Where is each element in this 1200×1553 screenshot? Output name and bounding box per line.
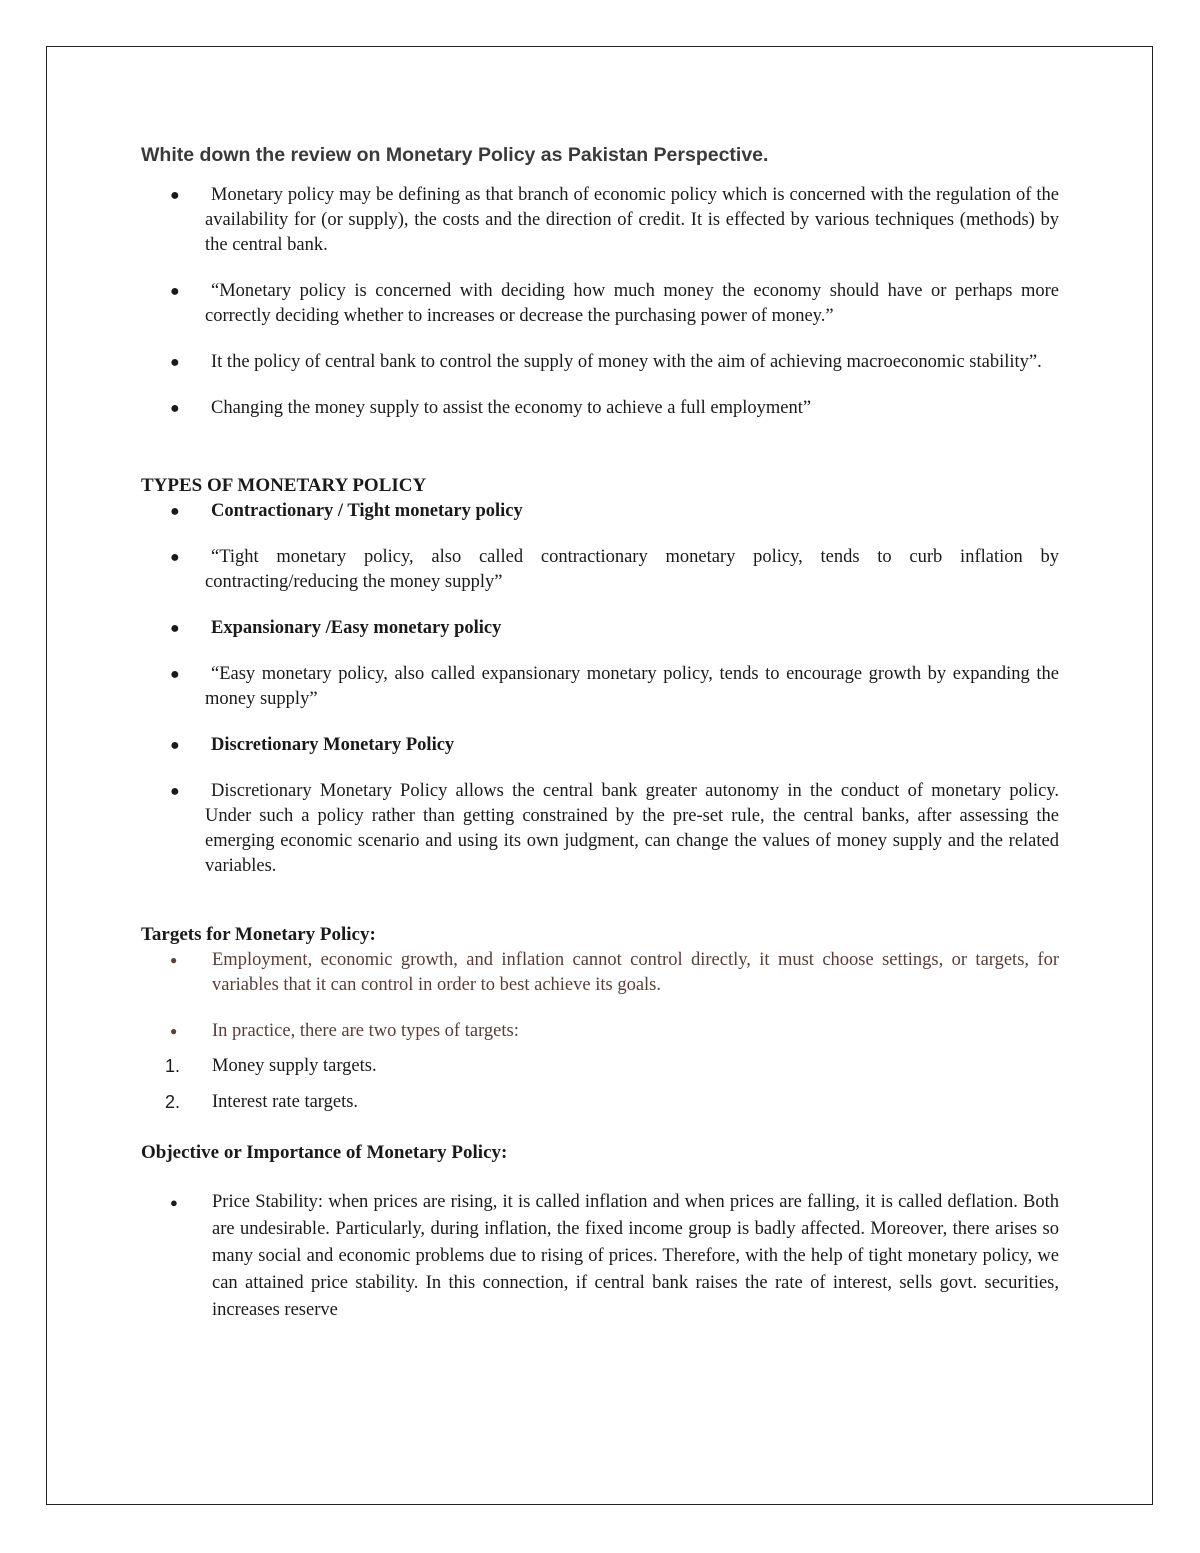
targets-numbered-list bbox=[141, 1054, 1059, 1115]
list-item: 1. Money supply targets. bbox=[165, 1056, 377, 1076]
objectives-title: Objective or Importance of Monetary Policy: bbox=[141, 1142, 508, 1163]
definitions-list bbox=[141, 183, 1059, 421]
list-item: ● Expansionary /Easy monetary policy bbox=[141, 616, 1059, 641]
document-body bbox=[141, 141, 1059, 1345]
list-item: ● Discretionary Monetary Policy bbox=[141, 733, 1059, 758]
bullet-icon: ● bbox=[170, 1024, 178, 1038]
list-item: ● Monetary policy may be defining as that branch of economic policy which is concerned with the regulation of the availability for (or supply), the costs and the direction of credit. It is effected by various techniques (methods) by the central bank. bbox=[170, 185, 1059, 255]
bullet-icon: ● bbox=[170, 1195, 178, 1210]
bullet-icon: ● bbox=[170, 549, 180, 566]
targets-list bbox=[141, 948, 1059, 1044]
bullet-icon: ● bbox=[170, 620, 180, 637]
bullet-icon: ● bbox=[170, 737, 180, 754]
bullet-icon: ● bbox=[170, 666, 180, 683]
list-item: ● Employment, economic growth, and inflation cannot control directly, it must choose settings, or targets, for variables that it can control in order to best achieve its goals. bbox=[170, 950, 1059, 995]
bullet-icon: ● bbox=[170, 354, 180, 371]
list-item: ● In practice, there are two types of targets: bbox=[141, 1019, 1059, 1044]
bullet-icon: ● bbox=[170, 503, 180, 520]
list-item: ● Price Stability: when prices are rising, it is called inflation and when prices are falling, it is called deflation. Both are undesirable. Particularly, during inflation, the fixed income group is badly affected. Moreover, there arises so many social and economic problems due to rising of prices. Therefore, with the help of tight monetary policy, we can attained price stability. In this connection, if central bank raises the rate of interest, sells govt. securities, increases reserve bbox=[141, 1189, 1059, 1324]
bullet-icon: ● bbox=[170, 953, 178, 967]
document-heading: White down the review on Monetary Policy as Pakistan Perspective. bbox=[141, 144, 769, 166]
bullet-icon: ● bbox=[170, 783, 180, 800]
list-item: ● Contractionary / Tight monetary policy bbox=[141, 499, 1059, 524]
targets-title: Targets for Monetary Policy: bbox=[141, 924, 376, 945]
list-item: ● It the policy of central bank to control the supply of money with the aim of achieving macroeconomic stability”. bbox=[141, 350, 1059, 375]
bullet-icon: ● bbox=[170, 187, 180, 204]
bullet-icon: ● bbox=[170, 283, 180, 300]
types-title: TYPES OF MONETARY POLICY bbox=[141, 475, 427, 496]
list-item: ● Changing the money supply to assist the economy to achieve a full employment” bbox=[141, 396, 1059, 421]
list-item: ● “Tight monetary policy, also called contractionary monetary policy, tends to curb inflation by contracting/reducing the money supply” bbox=[170, 547, 1059, 592]
types-list bbox=[141, 499, 1059, 879]
list-item: ● Discretionary Monetary Policy allows the central bank greater autonomy in the conduct of monetary policy. Under such a policy rather than getting constrained by the pre-set rule, the central banks, after assessing the emerging economic scenario and using its own judgment, can change the values of money supply and the related variables. bbox=[170, 781, 1059, 876]
list-item: ● “Easy monetary policy, also called expansionary monetary policy, tends to encourage growth by expanding the money supply” bbox=[170, 664, 1059, 709]
objectives-list bbox=[141, 1189, 1059, 1324]
list-item: ● “Monetary policy is concerned with deciding how much money the economy should have or perhaps more correctly deciding whether to increases or decrease the purchasing power of money.” bbox=[170, 281, 1059, 326]
bullet-icon: ● bbox=[170, 400, 180, 417]
list-item: 2. Interest rate targets. bbox=[165, 1092, 359, 1112]
